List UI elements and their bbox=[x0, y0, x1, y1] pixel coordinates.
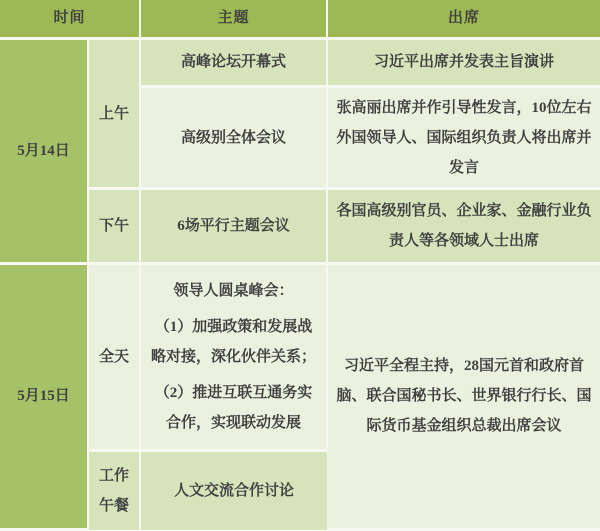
header-cell-attendance: 出席 bbox=[327, 0, 600, 38]
theme-cell-lunch: 人文交流合作讨论 bbox=[140, 450, 327, 529]
roundtable-theme-title: 领导人圆桌峰会： bbox=[173, 282, 294, 299]
header-cell-time: 时间 bbox=[0, 0, 140, 38]
attendance-cell-opening: 习近平出席并发表主旨演讲 bbox=[327, 38, 600, 86]
theme-cell-parallel: 6场平行主题会议 bbox=[140, 189, 327, 263]
date-cell-may14: 5月14日 bbox=[0, 38, 88, 263]
header-row bbox=[0, 0, 600, 38]
period-cell-all-day: 全天 bbox=[88, 263, 140, 450]
period-cell-morning: 上午 bbox=[88, 38, 140, 189]
attendance-cell-plenary: 张高丽出席并作引导性发言，10位左右外国领导人、国际组织负责人将出席并发言 bbox=[327, 86, 600, 188]
row-opening bbox=[0, 38, 600, 86]
period-cell-working-lunch: 工作午餐 bbox=[88, 450, 140, 529]
row-roundtable bbox=[0, 263, 600, 450]
date-cell-may15: 5月15日 bbox=[0, 263, 88, 529]
theme-cell-opening: 高峰论坛开幕式 bbox=[140, 38, 327, 86]
theme-cell-plenary: 高级别全体会议 bbox=[140, 86, 327, 188]
attendance-cell-parallel: 各国高级别官员、企业家、金融行业负责人等各领域人士出席 bbox=[327, 189, 600, 263]
roundtable-theme-item-2: （2）推进互联互通务实合作，实现联动发展 bbox=[154, 384, 313, 431]
period-cell-afternoon: 下午 bbox=[88, 189, 140, 263]
roundtable-theme-item-1: （1）加强政策和发展战略对接，深化伙伴关系； bbox=[151, 318, 317, 365]
theme-cell-roundtable bbox=[140, 263, 327, 450]
attendance-cell-roundtable: 习近平全程主持，28国元首和政府首脑、联合国秘书长、世界银行行长、国际货币基金组织总裁出席会议 bbox=[327, 263, 600, 529]
row-parallel bbox=[0, 189, 600, 263]
header-cell-theme: 主题 bbox=[140, 0, 327, 38]
